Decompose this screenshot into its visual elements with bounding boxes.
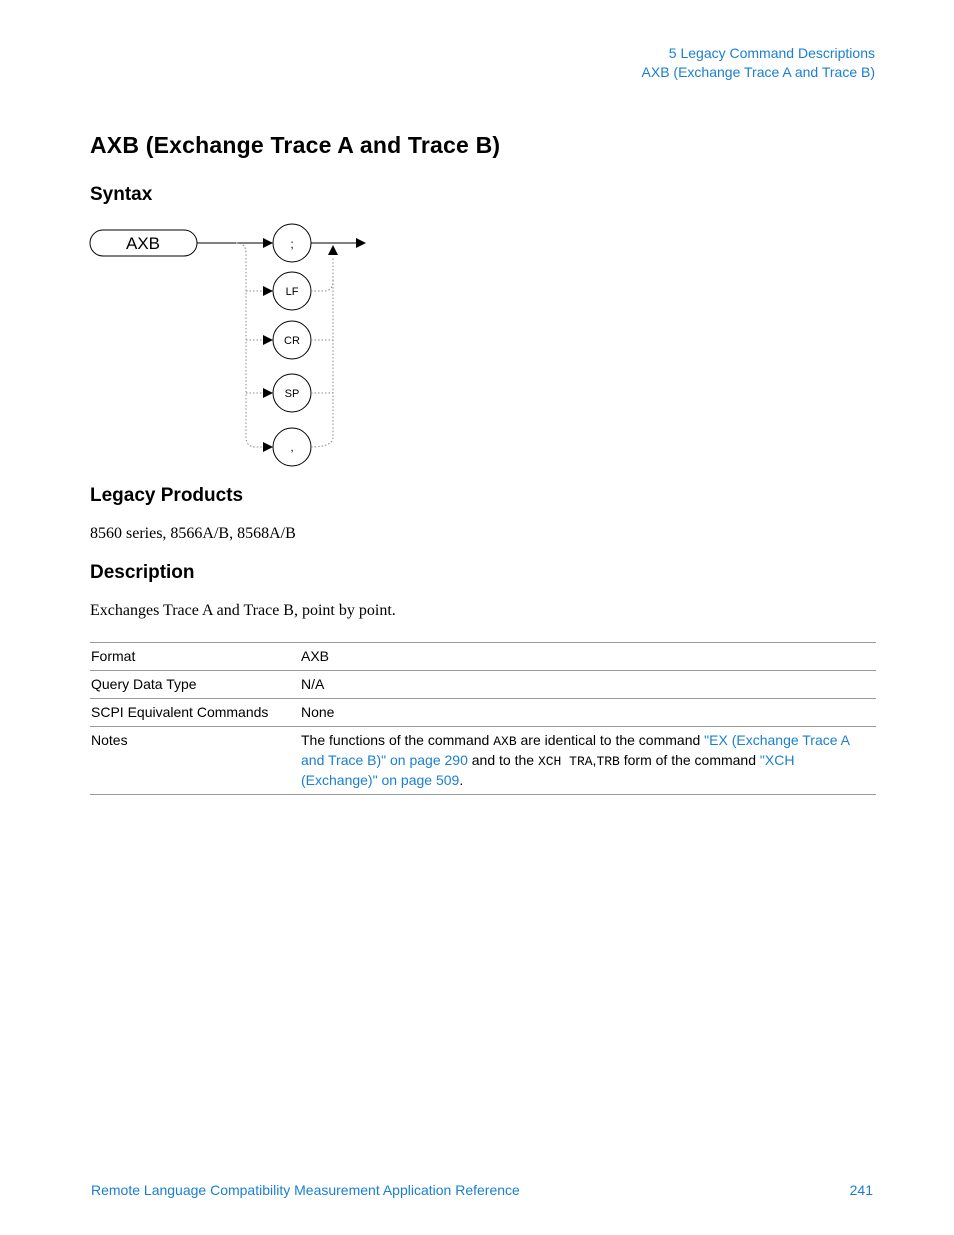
footer-title: Remote Language Compatibility Measurement Application Reference (91, 1182, 520, 1198)
row-value: AXB (300, 643, 876, 671)
terminator-semicolon: ; (290, 237, 294, 251)
link-xch-command[interactable]: "XCH (Exchange)" on page 509 (301, 752, 795, 788)
terminator-lf: LF (285, 286, 299, 298)
command-label: AXB (125, 234, 161, 253)
header-chapter[interactable]: 5 Legacy Command Descriptions (668, 45, 875, 61)
running-header (642, 44, 875, 82)
legacy-heading: Legacy Products (90, 485, 244, 506)
row-value: None (300, 699, 876, 727)
row-value: N/A (300, 671, 876, 699)
terminator-comma: , (290, 440, 294, 454)
link-ex-command[interactable]: "EX (Exchange Trace A and Trace B)" on page 290 (301, 732, 850, 768)
table-row (90, 699, 876, 727)
arrow-head (263, 238, 273, 248)
table-row (90, 727, 876, 795)
syntax-heading: Syntax (90, 184, 153, 205)
table-row (90, 671, 876, 699)
row-label: Notes (90, 727, 300, 795)
header-section[interactable]: AXB (Exchange Trace A and Trace B) (641, 64, 875, 80)
row-label: Format (90, 643, 300, 671)
code-axb: AXB (493, 734, 517, 749)
page-title: AXB (Exchange Trace A and Trace B) (90, 132, 501, 158)
page-number: 241 (849, 1182, 873, 1198)
description-text: Exchanges Trace A and Trace B, point by point. (90, 602, 396, 619)
row-label: Query Data Type (90, 671, 300, 699)
legacy-products-text: 8560 series, 8566A/B, 8568A/B (90, 525, 296, 542)
terminator-cr: CR (284, 335, 300, 347)
code-xch-tra: XCH TRA (537, 754, 593, 769)
description-heading: Description (90, 562, 195, 583)
table-row (90, 643, 876, 671)
notes-value: The functions of the command AXB are identical to the command "EX (Exchange Trace A and Trace B)" on page 290 and to the XCH TRA,TRB form of the command "XCH (Exchange)" on page 509. (300, 727, 876, 795)
terminator-sp: SP (284, 388, 300, 400)
code-trb: TRB (596, 754, 620, 769)
properties-table (90, 642, 876, 795)
syntax-diagram (86, 218, 376, 470)
row-label: SCPI Equivalent Commands (90, 699, 300, 727)
